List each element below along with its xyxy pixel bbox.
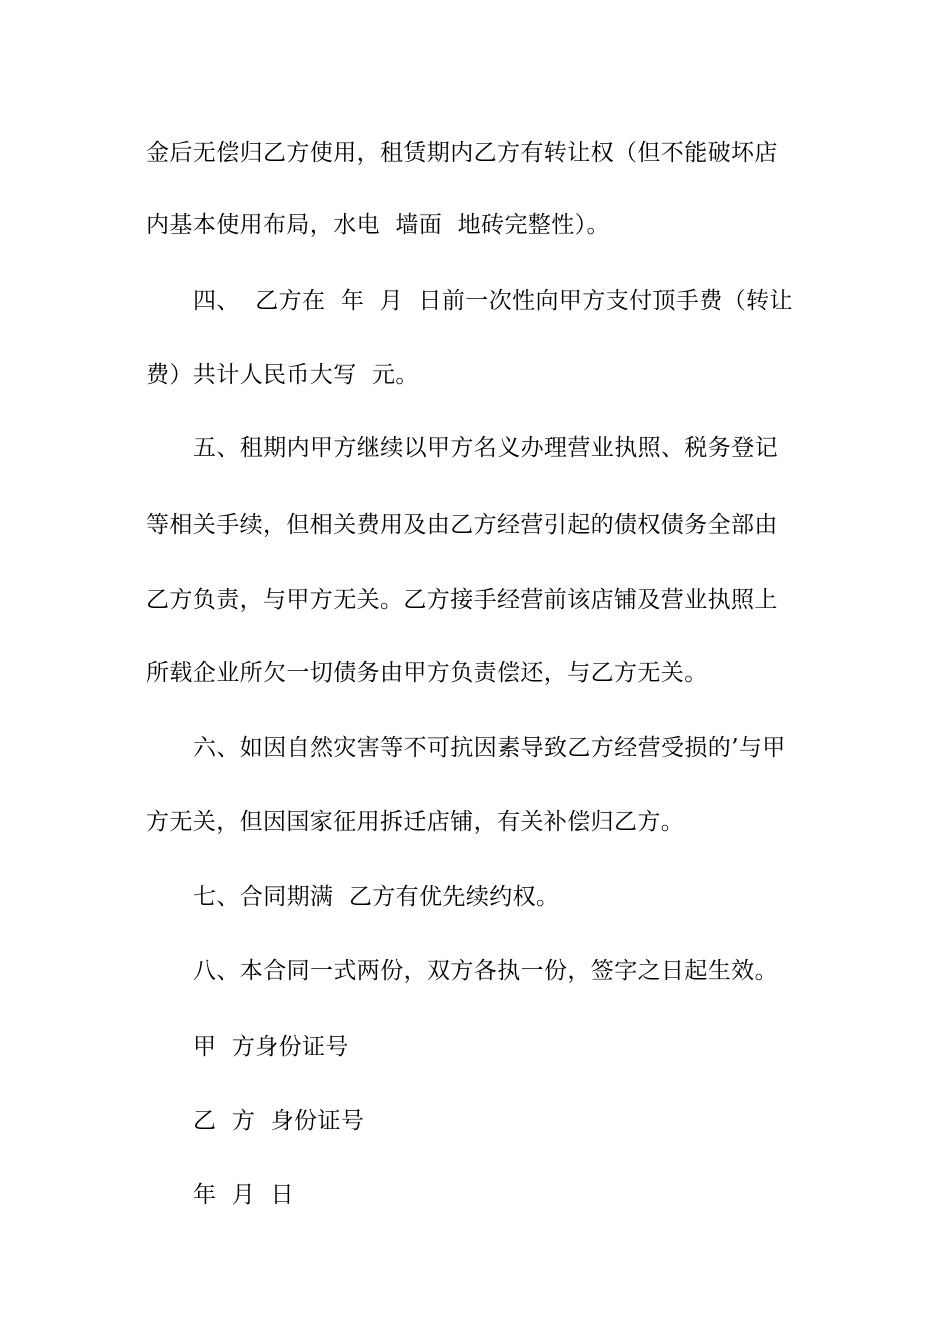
- contract-text-line: 费）共计人民币大写 元。: [146, 362, 419, 388]
- clause-5-line: 五、租期内甲方继续以甲方名义办理营业执照、税务登记: [193, 435, 778, 461]
- clause-6-line: 六、如因自然灾害等不可抗因素导致乙方经营受损的’与甲: [193, 735, 786, 761]
- contract-text-line: 内基本使用布局，水电 墙面 地砖完整性）。: [146, 212, 610, 238]
- clause-8-line: 八、本合同一式两份，双方各执一份，签字之日起生效。: [193, 958, 778, 984]
- contract-text-line: 乙方负责，与甲方无关。乙方接手经营前该店铺及营业执照上: [146, 587, 778, 613]
- contract-text-line: 方无关，但因国家征用拆迁店铺，有关补偿归乙方。: [146, 809, 685, 835]
- contract-text-line: 等相关手续，但相关费用及由乙方经营引起的债权债务全部由: [146, 512, 778, 538]
- date-line: 年 月 日: [193, 1182, 295, 1208]
- contract-text-line: 金后无偿归乙方使用，租赁期内乙方有转让权（但不能破坏店: [146, 140, 778, 166]
- clause-4-line: 四、 乙方在 年 月 日前一次性向甲方支付顶手费（转让: [193, 288, 793, 314]
- party-a-id-line: 甲 方身份证号: [193, 1034, 349, 1060]
- clause-7-line: 七、合同期满 乙方有优先续约权。: [193, 884, 560, 910]
- contract-text-line: 所载企业所欠一切债务由甲方负责偿还，与乙方无关。: [146, 660, 708, 686]
- party-b-id-line: 乙 方 身份证号: [193, 1108, 365, 1134]
